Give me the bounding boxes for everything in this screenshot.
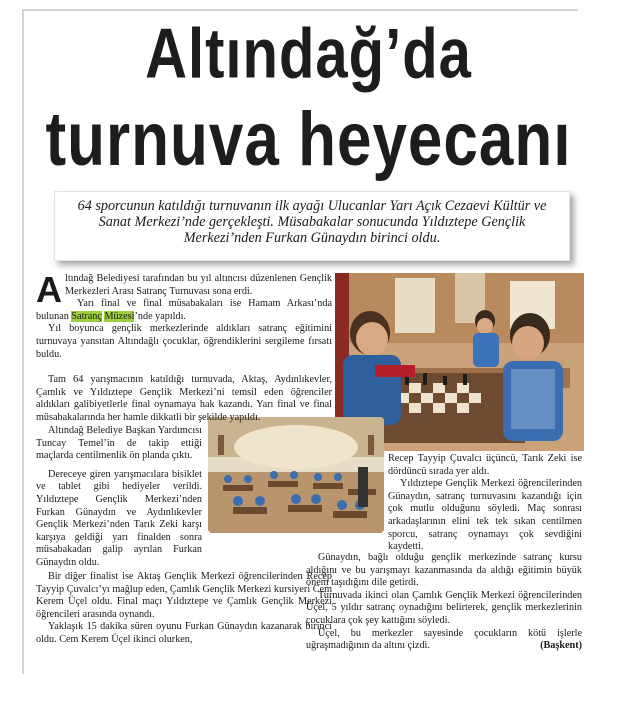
drop-cap: A <box>36 269 62 310</box>
paragraph-participants: Tam 64 yarışmacının katıldığı turnuvada, Aktaş, Aydınlıkevler, Çamlık ve Yıldıztepe Gençlik Merkezi’ni temsil eden öğrenciler aldıkları galibiyetlerle final oynamaya hak kazandı. Yarı final ve final müsabakalarında her hamle dikkatli bir şekilde yapıldı. <box>36 374 332 423</box>
tournament-hall-illustration <box>208 417 384 533</box>
paragraph-intro-text: ltındağ Belediyesi tarafından bu yıl altıncısı düzenlenen Gençlik Merkezleri Arası Satranç Turnuvası sona erdi. <box>65 273 332 297</box>
source-credit: (Başkent) <box>540 640 582 652</box>
paragraph-second-place: Turnuvada ikinci olan Çamlık Gençlik Merkezi öğrencilerinden Üçel, 5 yıldır satranç oynadığını belirterek, gençlik merkezlerinin çocuklara çok şey kattığını söyledi. <box>306 589 582 626</box>
article-column-1 <box>36 269 332 361</box>
article-column-1-bottom <box>36 571 332 647</box>
page-frame-top <box>22 9 578 11</box>
highlight-muzesi: Müzesi <box>104 310 135 322</box>
highlight-satranc: Satranç <box>71 310 102 322</box>
deck-text: 64 sporcunun katıldığı turnuvanın ilk ayağı Ulucanlar Yarı Açık Cezaevi Kültür ve Sanat Merkezi’nde gerçekleşti. Müsabakalar sonucunda Yıldıztepe Gençlik Merkezi’nden Furkan Günaydın birinci oldu. <box>77 198 547 246</box>
venue-text-after: ’nde yapıldı. <box>134 310 186 322</box>
tournament-hall-photo <box>208 417 384 533</box>
paragraph-deputy-mayor: Altındağ Belediye Başkan Yardımcısı Tuncay Temel’in de takip ettiği maçlarda centilmenlik ön planda çıktı. <box>36 425 202 462</box>
headline-line-2: turnuva heyecanı <box>45 98 572 183</box>
paragraph-final-game: Yaklaşık 15 dakika süren oyunu Furkan Günaydın kazanarak birinci oldu. Cem Kerem Üçel ikinci olurken, <box>36 621 332 645</box>
venue-text-before: Yarı final ve final müsabakaları ise Hamam Arkası’nda bulunan <box>36 298 332 322</box>
paragraph-finalist: Bir diğer finalist ise Aktaş Gençlik Merkezi öğrencilerinden Recep Tayyip Çuvalcı’yı mağlup eden, Çamlık Gençlik Merkezi kursiyeri Cem Kerem Üçel oldu. Final maçı Yıldıztepe ve Çamlık Gençlik Merkezi öğrencileri arasında oynandı. <box>36 571 332 620</box>
paragraph-prizes: Dereceye giren yarışmacılara bisiklet ve tablet gibi hediyeler verildi. Yıldıztepe Gençlik Merkezi’nden Furkan Günaydın ve Aydınlıkevler Gençlik Merkezi’nden Tarık Zeki karşı karşıya geldiği yarı finalden sonra müsabakadan galip ayrılan Furkan Günaydın oldu. <box>36 468 202 568</box>
article-column-1-mid <box>36 374 332 424</box>
headline-line-1: Altındağ’da <box>145 14 472 94</box>
article-column-2-wide <box>306 552 582 653</box>
paragraph-training: Yıl boyunca gençlik merkezlerinde aldıkları satranç eğitimini turnuvaya yansıtan Altındağlı çocuklar, öğrendiklerini sergileme fırsatı buldu. <box>36 323 332 360</box>
paragraph-course: Günaydın, bağlı olduğu gençlik merkezinde satranç kursu aldığını ve bu yarışmayı kazanmasında da aldığı eğitimin büyük önem taşıdığını dile getirdi. <box>306 552 582 589</box>
paragraph-venue <box>36 298 332 323</box>
paragraph-rankings: Recep Tayyip Çuvalcı üçüncü, Tarık Zeki ise dördüncü sırada yer aldı. <box>388 453 582 477</box>
article-column-1-narrow <box>36 425 202 570</box>
paragraph-winner-quote: Yıldıztepe Gençlik Merkezi öğrencilerinden Günaydın, satranç turnuvasını kazandığı için çok mutlu olduğunu söyledi. Maç sonrası arkadaşlarının elini tek tek sıkan centilmen sporcu, satranç oynamayı çok sevdiğini kaydetti. <box>388 478 582 553</box>
closing-text: Üçel, bu merkezler sayesinde çocukların kötü işlerle uğraşmadığının da altını çizdi. <box>306 627 582 652</box>
article-column-2 <box>388 453 582 554</box>
page-frame-left <box>22 9 24 674</box>
paragraph-closing <box>306 628 582 653</box>
deck-box <box>54 191 570 261</box>
